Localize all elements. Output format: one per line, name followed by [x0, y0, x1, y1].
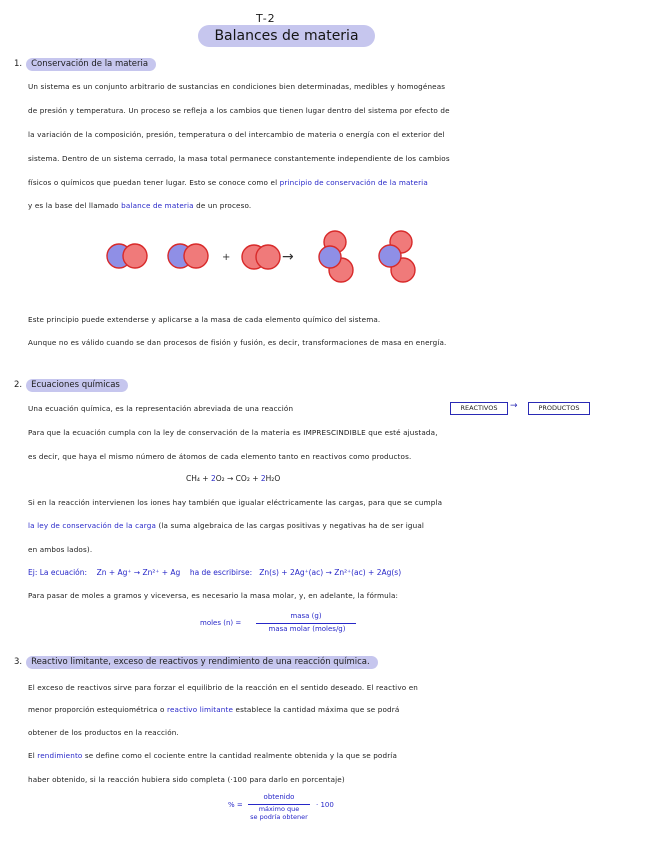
section-1-title: Conservación de la materia [26, 58, 156, 71]
section-3-heading [14, 656, 378, 669]
principle-term: principio de conservación de la materia [279, 178, 428, 187]
plus-sign: + [222, 252, 231, 263]
yield-formula-denominator-2: se podría obtener [250, 813, 308, 821]
section-2-line-5-end: (la suma algebraica de las cargas positivas y negativas ha de ser igual [158, 521, 425, 530]
yield-formula-denominator-1: máximo que [258, 805, 300, 813]
example-equation-2: Zn(s) + 2Ag⁺(ac) → Zn²⁺(ac) + 2Ag(s) [259, 568, 402, 577]
example-mid-text: ha de escribirse: [189, 568, 253, 577]
equation-coefficient-h2o: 2 [260, 474, 266, 483]
yield-term: rendimiento [37, 751, 83, 760]
section-2-line-5-start: la [28, 521, 35, 530]
section-1-line-6-end: de un proceso. [196, 201, 252, 210]
page-title: Balances de materia [198, 25, 375, 47]
section-2-line-6: en ambos lados). [28, 545, 93, 554]
section-3-title: Reactivo limitante, exceso de reactivos y rendimiento de una reacción química. [26, 656, 378, 669]
moles-formula-denominator: masa molar (moles/g) [268, 625, 346, 633]
reaction-arrow: → [282, 249, 294, 265]
section-3-line-4-end: se define como el cociente entre la cantidad realmente obtenida y la que se podría [84, 751, 397, 760]
yield-formula-left: % = [228, 801, 243, 809]
yield-formula-numerator: obtenido [263, 793, 295, 801]
section-3-line-2-start: menor proporción estequiométrica o [28, 705, 165, 714]
section-1-line-1: Un sistema es un conjunto arbitrario de sustancias en condiciones bien determinadas, medibles y homogéneas [28, 82, 446, 91]
moles-formula-numerator: masa (g) [290, 612, 322, 620]
equation-part-a: CH₄ + [186, 474, 211, 483]
limiting-reagent-term: reactivo limitante [167, 705, 234, 714]
product-2-blue-atom [379, 245, 401, 267]
molecule-1-red-atom [123, 244, 147, 268]
section-1-heading [14, 58, 156, 71]
product-1-blue-atom [319, 246, 341, 268]
molecule-reaction-svg [104, 227, 434, 289]
section-3-number: 3. [14, 657, 23, 667]
section-2-line-1: Una ecuación química, es la representación abreviada de una reacción [28, 404, 294, 413]
equation-coefficient-o2: 2 [210, 474, 216, 483]
section-3-line-1: El exceso de reactivos sirve para forzar el equilibrio de la reacción en el sentido deseado. El reactivo en [28, 683, 418, 692]
section-2-line-5 [28, 519, 638, 532]
charge-law-term: ley de conservación de la carga [37, 521, 156, 530]
example-equation-1: Zn + Ag⁺ → Zn²⁺ + Ag [96, 568, 181, 577]
section-3-line-5: haber obtenido, si la reacción hubiera sido completa (·100 para darlo en porcentaje) [28, 775, 345, 784]
ionic-example [28, 566, 401, 579]
equation-part-c: O₂ → CO₂ + [215, 474, 261, 483]
products-box: PRODUCTOS [528, 402, 590, 415]
section-1-number: 1. [14, 59, 23, 69]
reactants-box: REACTIVOS [450, 402, 508, 415]
moles-formula-left: moles (n) = [200, 619, 242, 627]
yield-formula [228, 793, 348, 823]
molecule-2-red-atom [184, 244, 208, 268]
section-3-line-4 [28, 749, 638, 762]
section-1-after-line-2: Aunque no es válido cuando se dan procesos de fisión y fusión, es decir, transformaciones de masa en energía. [28, 338, 447, 347]
section-3-line-4-start: El [28, 751, 35, 760]
section-2-heading [14, 379, 128, 392]
section-2-line-3: es decir, que haya el mismo número de átomos de cada elemento tanto en reactivos como productos. [28, 452, 412, 461]
section-2-line-4: Si en la reacción intervienen los iones hay también que igualar eléctricamente las cargas, para que se cumpla [28, 498, 443, 507]
section-2-number: 2. [14, 380, 23, 390]
section-3-line-2-end: establece la cantidad máxima que se podrá [235, 705, 400, 714]
section-1-line-4: sistema. Dentro de un sistema cerrado, la masa total permanece constantemente independiente de los cambios [28, 154, 450, 163]
section-1-line-6-start: y es la base del llamado [28, 201, 119, 210]
equation-part-e: H₂O [265, 474, 281, 483]
section-1-line-3: la variación de la composición, presión, temperatura o del intercambio de materia o energía con el exterior del [28, 130, 445, 139]
balance-term: balance de materia [121, 201, 194, 210]
section-1-line-5 [28, 176, 638, 189]
section-2-line-2: Para que la ecuación cumpla con la ley de conservación de la materia es IMPRESCINDIBLE que esté ajustada, [28, 428, 438, 437]
section-1-line-5-text: físicos o químicos que puedan tener lugar. Esto se conoce como el [28, 178, 278, 187]
molecule-3-red-atom-b [256, 245, 280, 269]
moles-formula-bar [256, 623, 356, 624]
box-arrow: → [510, 401, 518, 411]
section-2-title: Ecuaciones químicas [26, 379, 128, 392]
example-label: Ej: La ecuación: [28, 568, 88, 577]
section-1-after-line-1: Este principio puede extenderse y aplicarse a la masa de cada elemento químico del sistema. [28, 315, 381, 324]
molecule-diagram [104, 227, 434, 289]
section-2-line-7: Para pasar de moles a gramos y viceversa, es necesario la masa molar, y, en adelante, la fórmula: [28, 591, 399, 600]
topic-code: T-2 [256, 12, 276, 25]
section-1-line-6 [28, 199, 638, 212]
yield-formula-right: · 100 [316, 801, 334, 809]
section-3-line-3: obtener de los productos en la reacción. [28, 728, 179, 737]
section-1-line-2: de presión y temperatura. Un proceso se refleja a los cambios que tienen lugar dentro del sistema por efecto de [28, 106, 450, 115]
moles-formula [200, 612, 370, 642]
combustion-equation [186, 472, 280, 485]
section-3-line-2 [28, 703, 638, 716]
